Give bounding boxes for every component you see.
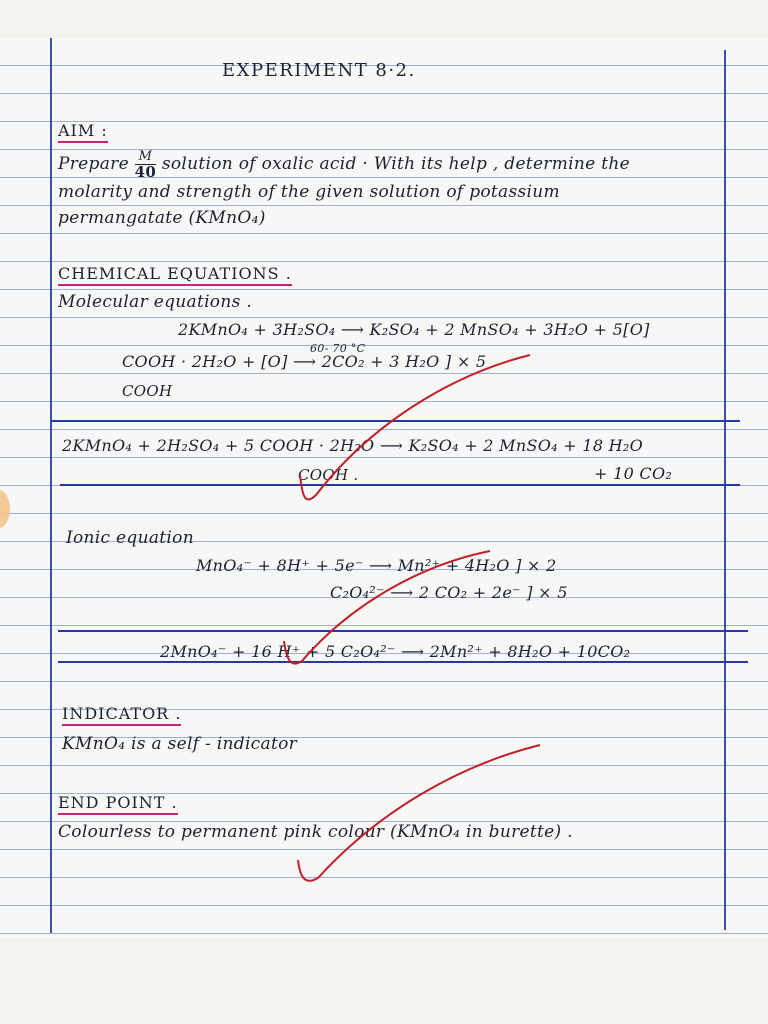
right-border-line <box>724 50 726 930</box>
equation-2-condition: 60- 70 °C <box>310 342 366 355</box>
red-check-mark-icon <box>290 740 550 890</box>
ionic-equation-2: C₂O₄²⁻ ⟶ 2 CO₂ + 2e⁻ ] × 5 <box>330 583 568 602</box>
end-point-text: Colourless to permanent pink colour (KMnO₄ in burette) . <box>58 822 573 842</box>
equation-1: 2KMnO₄ + 3H₂SO₄ ⟶ K₂SO₄ + 2 MnSO₄ + 3H₂O + 5[O] <box>178 320 650 339</box>
net-ionic-equation: 2MnO₄⁻ + 16 H⁺ + 5 C₂O₄²⁻ ⟶ 2Mn²⁺ + 8H₂O + 10CO₂ <box>160 642 631 661</box>
end-point-heading: END POINT . <box>58 793 178 815</box>
aim-line-3: permangatate (KMnO₄) <box>58 208 266 228</box>
aim-line-1-post: solution of oxalic acid · With its help , determine the <box>161 154 630 174</box>
indicator-heading: INDICATOR . <box>62 704 181 726</box>
indicator-text: KMnO₄ is a self - indicator <box>62 734 298 754</box>
molarity-fraction <box>135 150 156 179</box>
ionic-equation-1: MnO₄⁻ + 8H⁺ + 5e⁻ ⟶ Mn²⁺ + 4H₂O ] × 2 <box>196 556 557 575</box>
net-equation-1-cooh: COOH . <box>298 466 359 484</box>
fraction-numerator: M <box>135 150 156 165</box>
net-equation-1-tail: + 10 CO₂ <box>594 464 673 483</box>
equation-2-second-cooh: COOH <box>122 382 173 400</box>
margin-line <box>50 38 52 933</box>
page-title: EXPERIMENT 8·2. <box>222 60 416 81</box>
aim-line-1 <box>58 150 630 179</box>
red-check-mark-icon <box>280 345 540 515</box>
net-equation-1: 2KMnO₄ + 2H₂SO₄ + 5 COOH · 2H₂O ⟶ K₂SO₄ + 2 MnSO₄ + 18 H₂O <box>62 436 644 455</box>
chemical-equations-heading: CHEMICAL EQUATIONS . <box>58 264 292 286</box>
ionic-equation-label: Ionic equation <box>66 528 194 548</box>
equation-2: COOH · 2H₂O + [O] ⟶ 2CO₂ + 3 H₂O ] × 5 . <box>122 352 498 371</box>
molecular-equations-label: Molecular equations . <box>58 292 253 312</box>
red-check-mark-icon <box>270 545 500 675</box>
aim-line-1-pre: Prepare <box>58 154 129 174</box>
aim-heading: AIM : <box>58 121 108 143</box>
fraction-denominator: 40 <box>134 163 157 181</box>
aim-line-2: molarity and strength of the given solution of potassium <box>58 182 560 202</box>
